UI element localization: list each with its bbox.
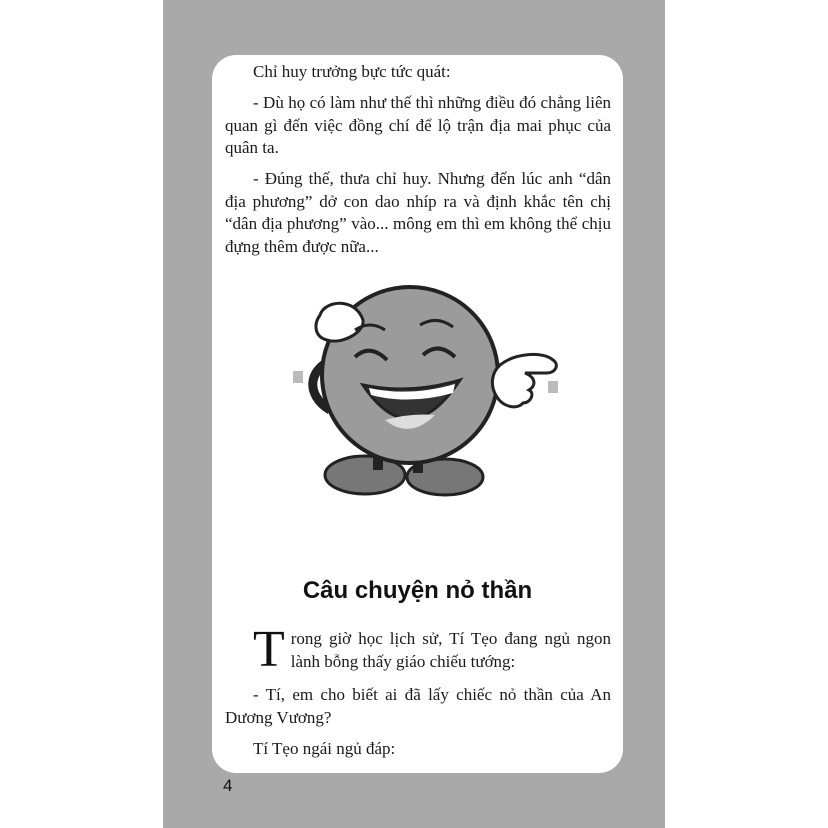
story2-paragraph-1 bbox=[225, 621, 611, 678]
smiling-ball-cartoon-icon bbox=[285, 285, 565, 505]
story1-paragraph-3: - Đúng thế, thưa chỉ huy. Nhưng đến lúc anh “dân địa phương” dở con dao nhíp ra và định khắc tên chị “dân địa phương” vào... mông em thì em không thể chịu đựng thêm được nữa... bbox=[225, 169, 611, 256]
drop-cap-letter: T bbox=[253, 621, 285, 678]
page-number: 4 bbox=[223, 776, 233, 795]
story1-paragraph-1: Chỉ huy trưởng bực tức quát: bbox=[253, 62, 451, 81]
story2-title: Câu chuyện nỏ thần bbox=[302, 577, 533, 604]
story1-paragraph-2: - Dù họ có làm như thế thì những điều đó chẳng liên quan gì đến việc đồng chí để lộ trận địa mai phục của quân ta. bbox=[225, 93, 611, 157]
story2-paragraph-1-text: rong giờ học lịch sử, Tí Tẹo đang ngủ ngon lành bỗng thấy giáo chiếu tướng: bbox=[290, 629, 611, 671]
story2-paragraph-2: - Tí, em cho biết ai đã lấy chiếc nỏ thần của An Dương Vương? bbox=[225, 685, 611, 727]
story2-paragraph-3: Tí Tẹo ngái ngủ đáp: bbox=[253, 739, 396, 758]
